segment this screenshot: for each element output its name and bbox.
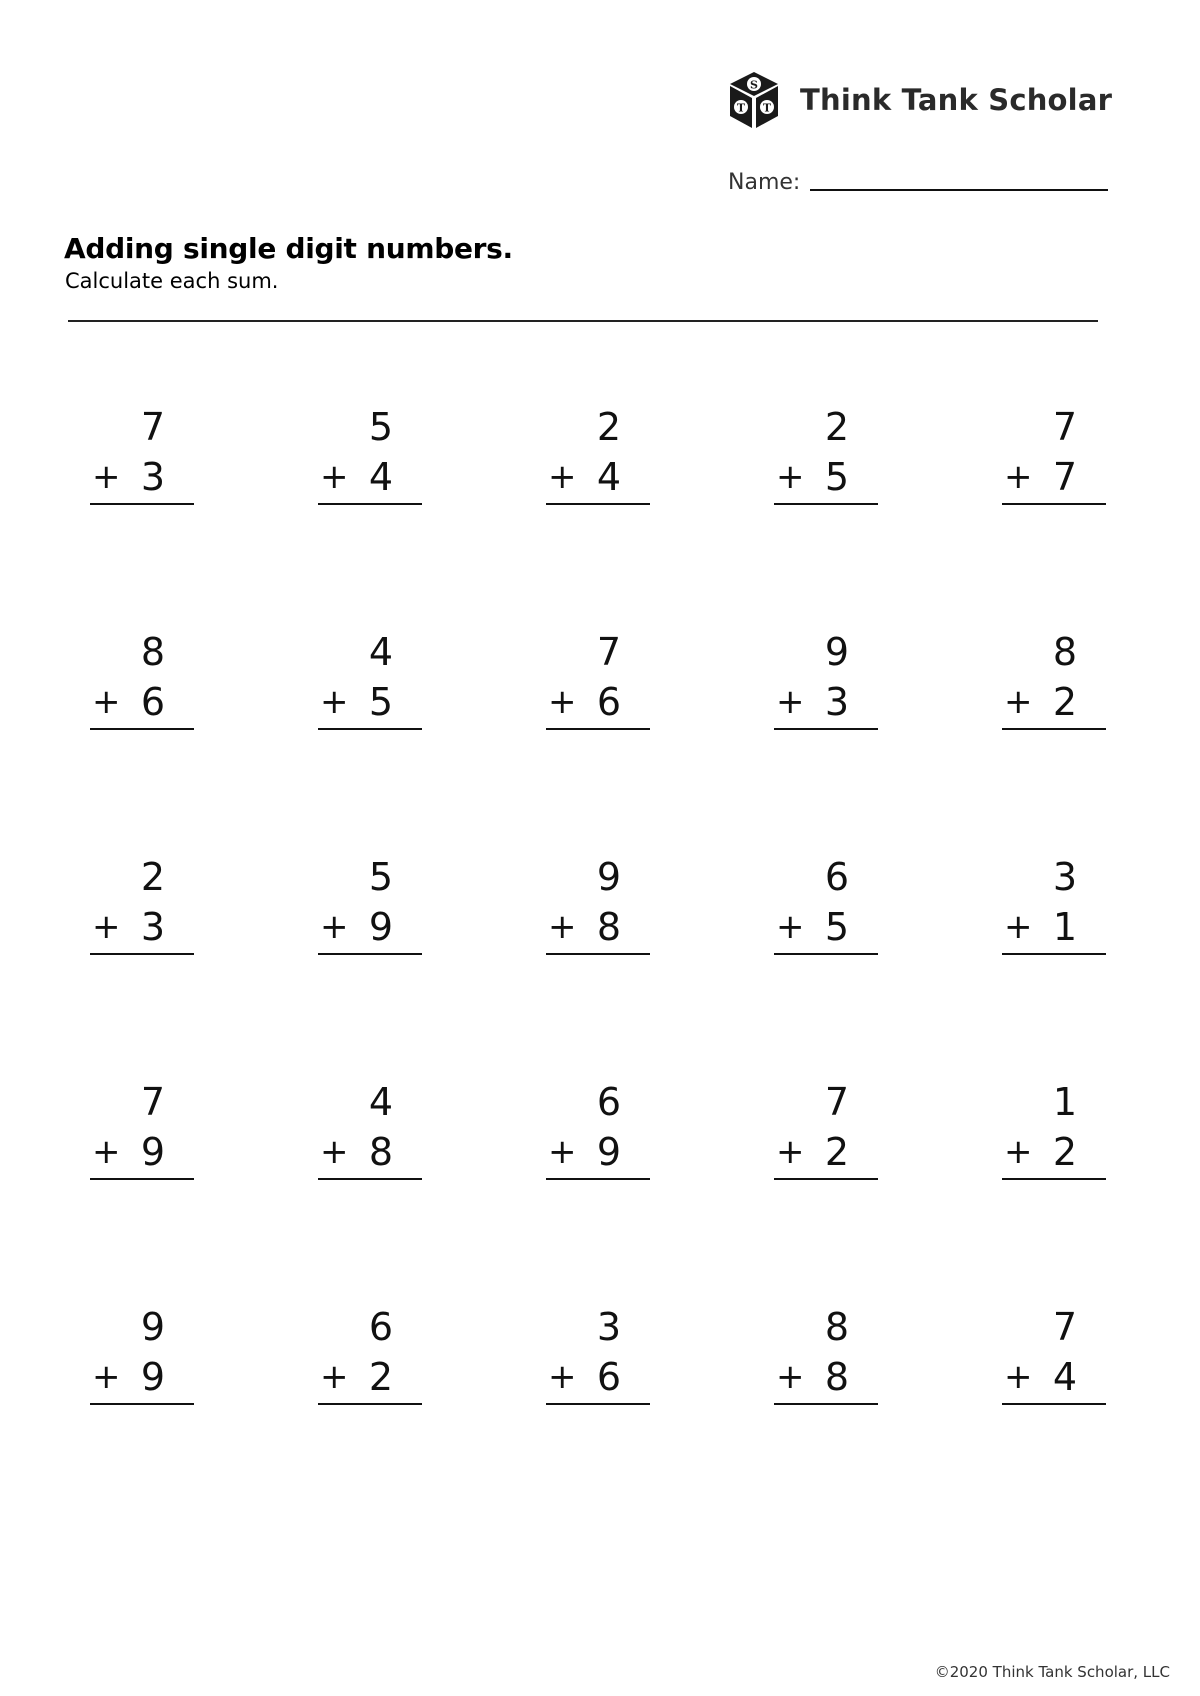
bottom-addend: 6 bbox=[140, 680, 165, 724]
bottom-addend: 5 bbox=[368, 680, 393, 724]
bottom-addend: 1 bbox=[1052, 905, 1077, 949]
logo-letter-s: S bbox=[750, 78, 758, 92]
answer-line bbox=[546, 503, 650, 505]
answer-line bbox=[774, 1178, 878, 1180]
bottom-addend: 4 bbox=[1052, 1355, 1077, 1399]
plus-sign: + bbox=[320, 1357, 349, 1397]
answer-line bbox=[90, 953, 194, 955]
copyright-footer: ©2020 Think Tank Scholar, LLC bbox=[934, 1663, 1170, 1681]
top-addend: 9 bbox=[824, 630, 849, 674]
addition-problem bbox=[80, 630, 190, 730]
bottom-addend: 9 bbox=[140, 1130, 165, 1174]
header-divider bbox=[68, 320, 1098, 322]
bottom-addend: 8 bbox=[824, 1355, 849, 1399]
addition-problem bbox=[308, 1305, 418, 1405]
bottom-addend: 3 bbox=[140, 905, 165, 949]
plus-sign: + bbox=[548, 457, 577, 497]
name-field bbox=[728, 170, 1108, 195]
bottom-addend: 2 bbox=[1052, 1130, 1077, 1174]
answer-line bbox=[1002, 1178, 1106, 1180]
answer-line bbox=[90, 728, 194, 730]
answer-line bbox=[546, 728, 650, 730]
top-addend: 7 bbox=[140, 1080, 165, 1124]
bottom-addend: 6 bbox=[596, 680, 621, 724]
bottom-addend: 7 bbox=[1052, 455, 1077, 499]
plus-sign: + bbox=[320, 907, 349, 947]
plus-sign: + bbox=[548, 907, 577, 947]
top-addend: 6 bbox=[824, 855, 849, 899]
plus-sign: + bbox=[776, 682, 805, 722]
addition-problem bbox=[536, 630, 646, 730]
addition-problem bbox=[764, 855, 874, 955]
answer-line bbox=[90, 503, 194, 505]
plus-sign: + bbox=[1004, 457, 1033, 497]
bottom-addend: 8 bbox=[596, 905, 621, 949]
top-addend: 4 bbox=[368, 630, 393, 674]
plus-sign: + bbox=[92, 907, 121, 947]
addition-problem bbox=[308, 630, 418, 730]
plus-sign: + bbox=[776, 1132, 805, 1172]
addition-problem bbox=[764, 405, 874, 505]
answer-line bbox=[90, 1178, 194, 1180]
addition-problem bbox=[308, 1080, 418, 1180]
answer-line bbox=[774, 953, 878, 955]
bottom-addend: 4 bbox=[596, 455, 621, 499]
plus-sign: + bbox=[1004, 1357, 1033, 1397]
top-addend: 3 bbox=[1052, 855, 1077, 899]
answer-line bbox=[1002, 728, 1106, 730]
answer-line bbox=[774, 1403, 878, 1405]
top-addend: 9 bbox=[596, 855, 621, 899]
plus-sign: + bbox=[1004, 1132, 1033, 1172]
addition-problem bbox=[992, 1080, 1102, 1180]
cube-logo-icon bbox=[726, 70, 782, 130]
answer-line bbox=[1002, 503, 1106, 505]
addition-problem bbox=[80, 855, 190, 955]
answer-line bbox=[546, 953, 650, 955]
bottom-addend: 2 bbox=[1052, 680, 1077, 724]
answer-line bbox=[774, 503, 878, 505]
addition-problem bbox=[308, 855, 418, 955]
answer-line bbox=[1002, 1403, 1106, 1405]
bottom-addend: 8 bbox=[368, 1130, 393, 1174]
plus-sign: + bbox=[92, 457, 121, 497]
addition-problem bbox=[764, 630, 874, 730]
answer-line bbox=[318, 1403, 422, 1405]
addition-problem bbox=[536, 855, 646, 955]
addition-problem bbox=[80, 1080, 190, 1180]
top-addend: 7 bbox=[140, 405, 165, 449]
answer-line bbox=[546, 1403, 650, 1405]
bottom-addend: 9 bbox=[140, 1355, 165, 1399]
top-addend: 8 bbox=[140, 630, 165, 674]
top-addend: 6 bbox=[368, 1305, 393, 1349]
worksheet-title: Adding single digit numbers. bbox=[64, 232, 513, 265]
top-addend: 5 bbox=[368, 855, 393, 899]
addition-problem bbox=[308, 405, 418, 505]
addition-problem bbox=[992, 630, 1102, 730]
top-addend: 8 bbox=[1052, 630, 1077, 674]
answer-line bbox=[318, 728, 422, 730]
plus-sign: + bbox=[776, 457, 805, 497]
plus-sign: + bbox=[320, 1132, 349, 1172]
brand-header bbox=[726, 70, 1112, 130]
addition-problem bbox=[80, 405, 190, 505]
plus-sign: + bbox=[548, 1357, 577, 1397]
top-addend: 9 bbox=[140, 1305, 165, 1349]
top-addend: 7 bbox=[596, 630, 621, 674]
worksheet-instructions: Calculate each sum. bbox=[65, 269, 279, 293]
top-addend: 5 bbox=[368, 405, 393, 449]
plus-sign: + bbox=[776, 907, 805, 947]
bottom-addend: 9 bbox=[368, 905, 393, 949]
plus-sign: + bbox=[548, 1132, 577, 1172]
addition-problem bbox=[764, 1305, 874, 1405]
plus-sign: + bbox=[92, 1132, 121, 1172]
top-addend: 7 bbox=[1052, 405, 1077, 449]
name-write-line bbox=[810, 189, 1108, 191]
addition-problem bbox=[992, 405, 1102, 505]
plus-sign: + bbox=[320, 682, 349, 722]
plus-sign: + bbox=[320, 457, 349, 497]
bottom-addend: 6 bbox=[596, 1355, 621, 1399]
addition-problem bbox=[536, 405, 646, 505]
addition-problem bbox=[536, 1080, 646, 1180]
addition-problem bbox=[536, 1305, 646, 1405]
addition-problem bbox=[992, 855, 1102, 955]
bottom-addend: 3 bbox=[140, 455, 165, 499]
brand-name: Think Tank Scholar bbox=[800, 83, 1113, 117]
addition-problem bbox=[992, 1305, 1102, 1405]
bottom-addend: 4 bbox=[368, 455, 393, 499]
bottom-addend: 5 bbox=[824, 905, 849, 949]
logo-letter-t-left: T bbox=[736, 101, 746, 115]
bottom-addend: 5 bbox=[824, 455, 849, 499]
bottom-addend: 3 bbox=[824, 680, 849, 724]
addition-problem bbox=[80, 1305, 190, 1405]
bottom-addend: 2 bbox=[368, 1355, 393, 1399]
problem-grid bbox=[80, 405, 1120, 1530]
logo-letter-t-right: T bbox=[762, 101, 772, 115]
bottom-addend: 9 bbox=[596, 1130, 621, 1174]
plus-sign: + bbox=[92, 682, 121, 722]
answer-line bbox=[90, 1403, 194, 1405]
answer-line bbox=[774, 728, 878, 730]
top-addend: 1 bbox=[1052, 1080, 1077, 1124]
plus-sign: + bbox=[92, 1357, 121, 1397]
answer-line bbox=[318, 1178, 422, 1180]
name-label: Name: bbox=[728, 170, 801, 195]
plus-sign: + bbox=[548, 682, 577, 722]
plus-sign: + bbox=[1004, 682, 1033, 722]
answer-line bbox=[318, 503, 422, 505]
plus-sign: + bbox=[776, 1357, 805, 1397]
answer-line bbox=[318, 953, 422, 955]
plus-sign: + bbox=[1004, 907, 1033, 947]
bottom-addend: 2 bbox=[824, 1130, 849, 1174]
top-addend: 3 bbox=[596, 1305, 621, 1349]
answer-line bbox=[1002, 953, 1106, 955]
top-addend: 6 bbox=[596, 1080, 621, 1124]
top-addend: 4 bbox=[368, 1080, 393, 1124]
top-addend: 2 bbox=[140, 855, 165, 899]
top-addend: 7 bbox=[1052, 1305, 1077, 1349]
top-addend: 2 bbox=[824, 405, 849, 449]
answer-line bbox=[546, 1178, 650, 1180]
addition-problem bbox=[764, 1080, 874, 1180]
top-addend: 8 bbox=[824, 1305, 849, 1349]
top-addend: 7 bbox=[824, 1080, 849, 1124]
top-addend: 2 bbox=[596, 405, 621, 449]
